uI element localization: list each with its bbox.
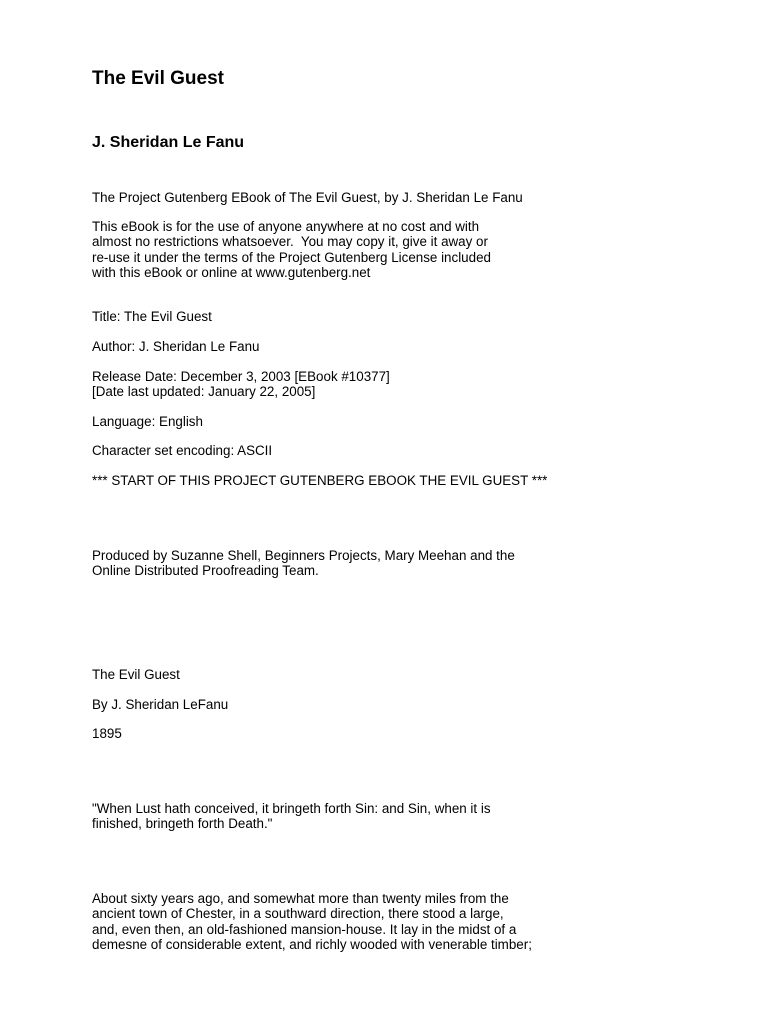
meta-title: Title: The Evil Guest: [92, 309, 212, 324]
book-title: The Evil Guest: [92, 667, 180, 682]
publication-year: 1895: [92, 726, 122, 741]
opening-line: demesne of considerable extent, and richly wooded with venerable timber;: [92, 937, 532, 953]
release-paragraph: [92, 369, 692, 400]
opening-line: About sixty years ago, and somewhat more than twenty miles from the: [92, 891, 509, 906]
opening-paragraph: [92, 891, 692, 953]
author-heading: J. Sheridan Le Fanu: [92, 134, 245, 151]
produced-line: Produced by Suzanne Shell, Beginners Projects, Mary Meehan and the: [92, 548, 515, 563]
produced-line: Online Distributed Proofreading Team.: [92, 563, 319, 579]
encoding-line: Character set encoding: ASCII: [92, 443, 273, 458]
language-line: Language: English: [92, 414, 203, 429]
start-marker: *** START OF THIS PROJECT GUTENBERG EBOOK THE EVIL GUEST ***: [92, 473, 548, 488]
license-line: with this eBook or online at www.gutenberg.net: [92, 265, 371, 281]
epigraph-line: "When Lust hath conceived, it bringeth forth Sin: and Sin, when it is: [92, 801, 491, 816]
epigraph: [92, 801, 692, 832]
meta-author: Author: J. Sheridan Le Fanu: [92, 339, 260, 354]
license-line: almost no restrictions whatsoever. You may copy it, give it away or: [92, 234, 488, 250]
release-line: [Date last updated: January 22, 2005]: [92, 384, 316, 400]
license-paragraph: [92, 219, 692, 281]
produced-paragraph: [92, 548, 692, 579]
opening-line: ancient town of Chester, in a southward direction, there stood a large,: [92, 906, 504, 922]
release-line: Release Date: December 3, 2003 [EBook #10377]: [92, 369, 390, 384]
ebook-intro: The Project Gutenberg EBook of The Evil Guest, by J. Sheridan Le Fanu: [92, 190, 523, 205]
license-line: re-use it under the terms of the Project Gutenberg License included: [92, 249, 491, 265]
opening-line: and, even then, an old-fashioned mansion-house. It lay in the midst of a: [92, 921, 517, 937]
license-line: This eBook is for the use of anyone anywhere at no cost and with: [92, 219, 480, 234]
epigraph-line: finished, bringeth forth Death.": [92, 816, 273, 832]
document-title: The Evil Guest: [92, 68, 224, 89]
byline: By J. Sheridan LeFanu: [92, 697, 229, 712]
